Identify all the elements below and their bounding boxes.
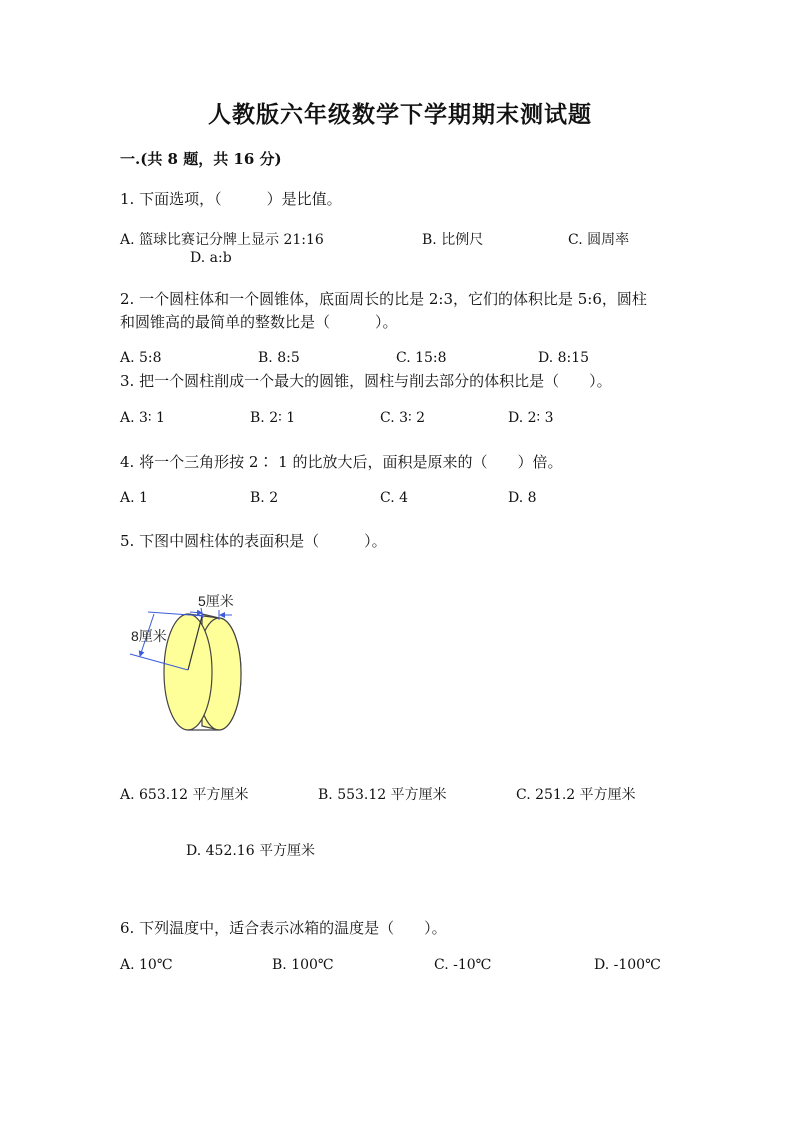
question-2-option-b: B. 8:5 <box>258 350 300 366</box>
question-5-option-b: B. 553.12 平方厘米 <box>318 787 447 803</box>
question-4-option-c: C. 4 <box>380 490 409 506</box>
question-5-option-d: D. 452.16 平方厘米 <box>186 843 316 859</box>
page-title: 人教版六年级数学下学期期末测试题 <box>208 101 592 128</box>
question-2-option-a: A. 5:8 <box>120 350 162 366</box>
question-1-option-d: D. a:b <box>190 250 232 266</box>
question-4-stem: 4. 将一个三角形按 2∶ 1 的比放大后，面积是原来的（ ）倍。 <box>120 453 563 471</box>
question-5-option-a: A. 653.12 平方厘米 <box>120 787 249 803</box>
question-2-stem-line-2: 和圆锥高的最简单的整数比是（ ）。 <box>120 313 398 331</box>
question-3-option-c: C. 3∶ 2 <box>380 410 426 426</box>
question-4-option-b: B. 2 <box>250 490 279 506</box>
question-1-option-b: B. 比例尺 <box>422 232 484 248</box>
question-6-option-b: B. 100℃ <box>272 957 334 973</box>
cylinder-front-face <box>164 614 212 730</box>
radius-label: 8厘米 <box>131 628 167 644</box>
question-1-stem: 1. 下面选项，（ ）是比值。 <box>120 190 342 208</box>
question-2-stem-line-1: 2. 一个圆柱体和一个圆锥体，底面周长的比是 2:3，它们的体积比是 5:6，圆柱 <box>120 290 647 308</box>
cylinder-figure <box>124 588 254 738</box>
question-3-option-d: D. 2∶ 3 <box>508 410 554 426</box>
question-3-stem: 3. 把一个圆柱削成一个最大的圆锥，圆柱与削去部分的体积比是（ ）。 <box>120 372 612 390</box>
question-4-option-d: D. 8 <box>508 490 537 506</box>
question-1-option-a: A. 篮球比赛记分牌上显示 21:16 <box>120 232 324 248</box>
question-6-option-d: D. -100℃ <box>594 957 661 973</box>
question-1-option-c: C. 圆周率 <box>568 232 630 248</box>
height-arrow-left <box>190 612 202 613</box>
question-6-stem: 6. 下列温度中，适合表示冰箱的温度是（ ）。 <box>120 919 447 937</box>
question-3-option-a: A. 3∶ 1 <box>120 410 165 426</box>
question-3-option-b: B. 2∶ 1 <box>250 410 296 426</box>
question-6-option-c: C. -10℃ <box>434 957 492 973</box>
question-5-option-c: C. 251.2 平方厘米 <box>516 787 636 803</box>
question-5-stem: 5. 下图中圆柱体的表面积是（ ）。 <box>120 532 387 550</box>
question-2-option-c: C. 15:8 <box>396 350 447 366</box>
question-4-option-a: A. 1 <box>120 490 148 506</box>
question-2-option-d: D. 8:15 <box>538 350 590 366</box>
question-6-option-a: A. 10℃ <box>120 957 173 973</box>
section-heading: 一.(共 8 题，共 16 分) <box>120 150 282 168</box>
height-label: 5厘米 <box>198 593 234 609</box>
